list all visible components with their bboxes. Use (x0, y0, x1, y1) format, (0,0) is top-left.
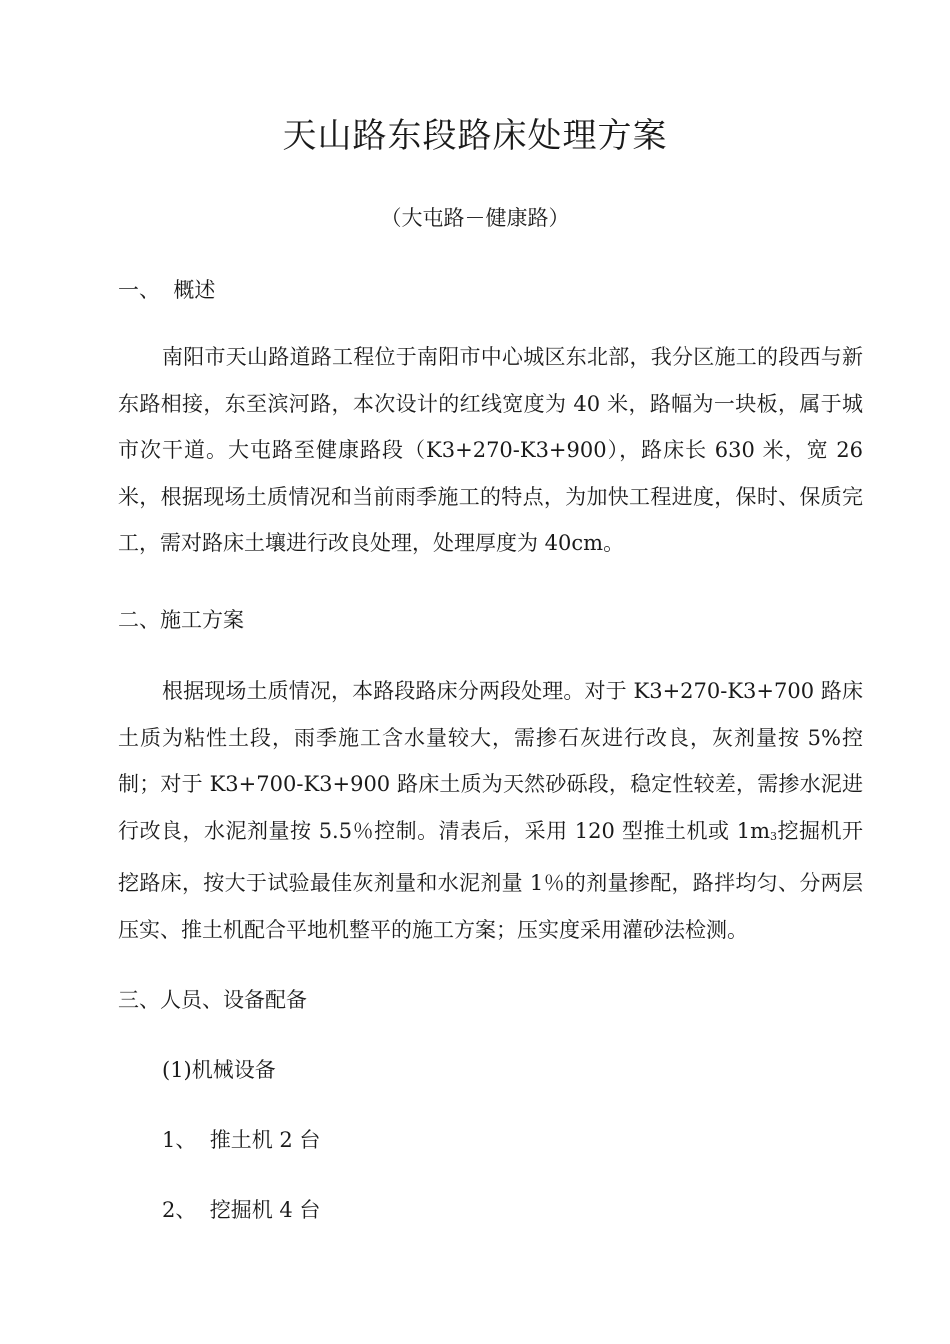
document-title: 天山路东段路床处理方案 (282, 116, 668, 156)
plan-paragraph-text-2: 挖掘机开挖路床，按大于试验最佳灰剂量和水泥剂量 1％的剂量掺配，路拌均匀、分两层压实、推土机配合平地机整平的施工方案；压实度采用灌砂法检测。 (118, 818, 864, 942)
equipment-item: 2、 挖掘机 4 台 (162, 1198, 321, 1222)
cubic-unit-subscript: 3 (770, 829, 777, 843)
plan-paragraph-text-1: 根据现场土质情况，本路段路床分两段处理。对于 K3+270-K3+700 路床土质为粘性土段，雨季施工含水量较大，需掺石灰进行改良，灰剂量按 5%控制；对于 K3+700-K3+900 路床土质为天然砂砾段，稳定性较差，需掺水泥进行改良，水泥剂量按 5.5％控制。清表后，采用 120 型推土机或 1m (118, 679, 863, 843)
equipment-subheading: (1)机械设备 (162, 1058, 276, 1082)
section-heading-plan: 二、施工方案 (118, 608, 244, 632)
overview-paragraph: 南阳市天山路道路工程位于南阳市中心城区东北部，我分区施工的段西与新东路相接，东至滨河路，本次设计的红线宽度为 40 米，路幅为一块板，属于城市次干道。大屯路至健康路段（K3+270-K3+900），路床长 630 米，宽 26 米，根据现场土质情况和当前雨季施工的特点，为加快工程进度，保时、保质完工，需对路床土壤进行改良处理，处理厚度为 40cm。 (118, 345, 863, 555)
section-heading-overview: 一、 概述 (118, 278, 216, 302)
document-subtitle: （大屯路－健康路） (380, 206, 570, 230)
section-heading-staffing: 三、人员、设备配备 (118, 988, 307, 1012)
plan-paragraph (118, 668, 863, 953)
equipment-item: 1、 推土机 2 台 (162, 1128, 321, 1152)
